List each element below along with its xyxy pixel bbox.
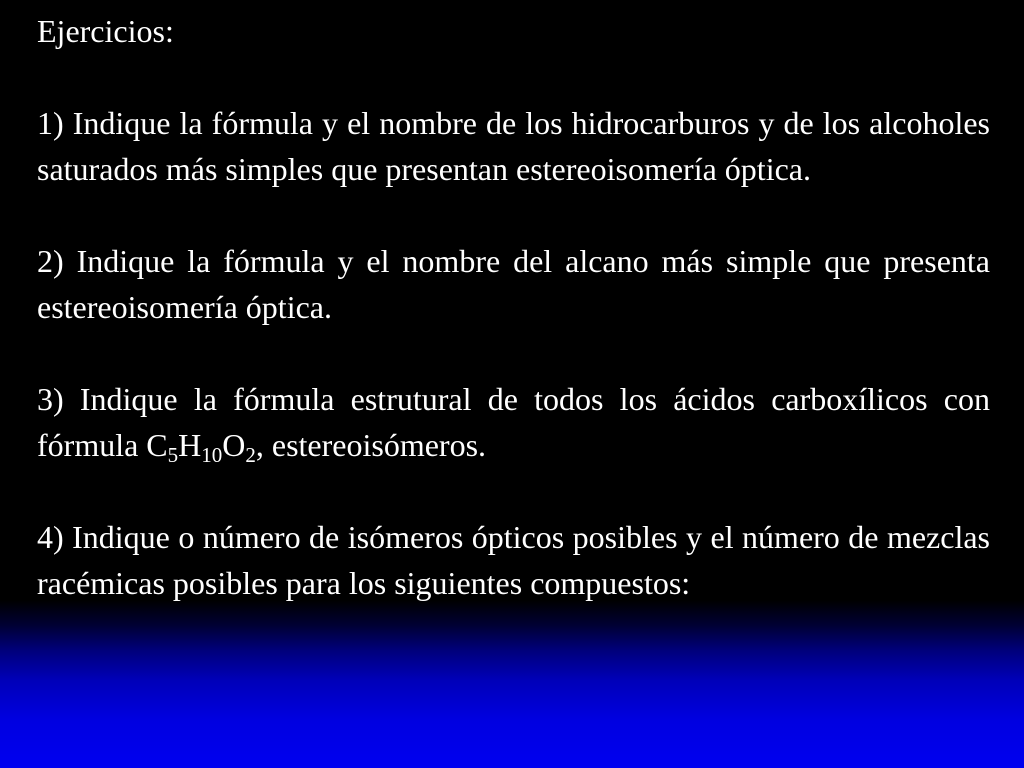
slide-title: Ejercicios: <box>37 13 174 49</box>
spacer <box>37 468 990 514</box>
spacer <box>37 192 990 238</box>
exercise-2: 2) Indique la fórmula y el nombre del alcano más simple que presenta estereoisomería óptica. <box>37 243 990 325</box>
formula-oxygen-count: 2 <box>245 443 256 467</box>
exercise-3-text-before: 3) Indique la fórmula estrutural de todos los ácidos carboxílicos con fórmula <box>37 381 990 463</box>
slide-content <box>37 8 990 758</box>
formula-oxygen: O <box>222 427 246 463</box>
exercise-1: 1) Indique la fórmula y el nombre de los hidrocarburos y de los alcoholes saturados más simples que presentan estereoisomería óptica. <box>37 105 990 187</box>
formula-hydrogen: H <box>178 427 202 463</box>
spacer <box>37 330 990 376</box>
formula-hydrogen-count: 10 <box>201 443 223 467</box>
formula-carbon-count: 5 <box>167 443 179 467</box>
spacer <box>37 54 990 100</box>
exercise-3 <box>37 376 990 468</box>
formula-carbon: C <box>146 427 168 463</box>
chemical-formula <box>146 427 256 467</box>
exercise-3-text-after: , estereoisómeros. <box>255 427 487 463</box>
exercise-4: 4) Indique o número de isómeros ópticos posibles y el número de mezclas racémicas posibles para los siguientes compuestos: <box>37 519 990 601</box>
